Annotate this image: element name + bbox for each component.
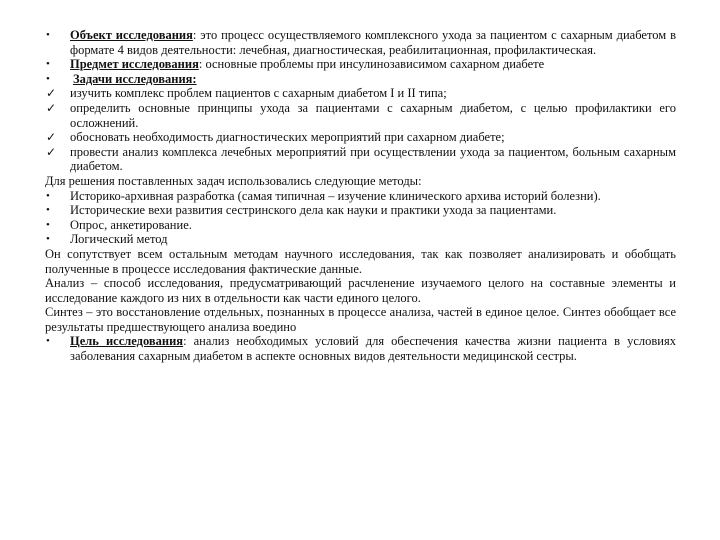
task-item — [45, 145, 676, 174]
paragraph-analysis: Анализ – способ исследования, предусматривающий расчленение изучаемого целого на составные элементы и исследование каждого из них в отдельности как части единого целого. — [45, 276, 676, 305]
list-item-subject — [45, 57, 676, 72]
method-item — [45, 189, 676, 204]
task-text: изучить комплекс проблем пациентов с сахарным диабетом I и II типа; — [70, 86, 447, 101]
subject-text: : основные проблемы при инсулинозависимом сахарном диабете — [198, 57, 545, 72]
checkmark-icon: ✓ — [46, 144, 57, 159]
checkmark-icon: ✓ — [46, 86, 57, 101]
bullet-icon: • — [46, 58, 50, 71]
task-item — [45, 130, 676, 145]
method-item — [45, 232, 676, 247]
subject-label: Предмет исследования — [70, 57, 199, 72]
methods-intro: Для решения поставленных задач использовались следующие методы: — [45, 173, 422, 188]
task-item — [45, 101, 676, 130]
method-item — [45, 203, 676, 218]
bullet-icon: • — [46, 335, 50, 348]
task-text: обосновать необходимость диагностических мероприятий при сахарном диабете; — [70, 130, 505, 145]
object-label: Объект исследования — [70, 28, 193, 42]
object-text: : это процесс осуществляемого комплексного ухода за пациентом с сахарным диабетом в формате 4 видов деятельности: лечебная, диагностическая, реабилитационная, профилактическая. — [70, 28, 676, 57]
checkmark-icon: ✓ — [46, 100, 57, 115]
bullet-icon: • — [46, 233, 50, 246]
goal-text: : анализ необходимых условий для обеспечения качества жизни пациента в условиях заболевания сахарным диабетом в аспекте основных видов деятельности медицинской сестры. — [70, 334, 676, 364]
goal-label: Цель исследования — [70, 334, 184, 349]
tasks-heading: Задачи исследования: — [73, 71, 197, 86]
bullet-icon: • — [46, 72, 50, 85]
task-item — [45, 86, 676, 101]
method-text: Историко-архивная разработка (самая типичная – изучение клинического архива историй болезни). — [70, 188, 601, 203]
method-text: Опрос, анкетирование. — [70, 217, 192, 232]
list-item-tasks-heading — [45, 72, 676, 87]
bullet-icon: • — [46, 29, 50, 41]
paragraph-logic: Он сопутствует всем остальным методам научного исследования, так как позволяет анализировать и обобщать полученные в процессе исследования фактические данные. — [45, 246, 676, 276]
list-item-object — [45, 28, 676, 57]
bullet-icon: • — [46, 204, 50, 217]
task-text: провести анализ комплекса лечебных мероприятий при осуществлении ухода за пациентом, больным сахарным диабетом. — [70, 144, 676, 174]
bullet-icon: • — [46, 218, 50, 231]
paragraph-synthesis: Синтез – это восстановление отдельных, познанных в процессе анализа, частей в единое целое. Синтез обобщает все результаты предшествующего анализа воедино — [45, 305, 676, 334]
checkmark-icon: ✓ — [46, 130, 57, 145]
task-text: определить основные принципы ухода за пациентами с сахарным диабетом, с целью профилактики его осложнений. — [70, 100, 676, 130]
bullet-icon: • — [46, 189, 50, 202]
method-text: Исторические вехи развития сестринского дела как науки и практики ухода за пациентами. — [70, 203, 557, 218]
method-text: Логический метод — [70, 232, 168, 247]
list-item-goal — [45, 334, 676, 363]
method-item — [45, 218, 676, 233]
